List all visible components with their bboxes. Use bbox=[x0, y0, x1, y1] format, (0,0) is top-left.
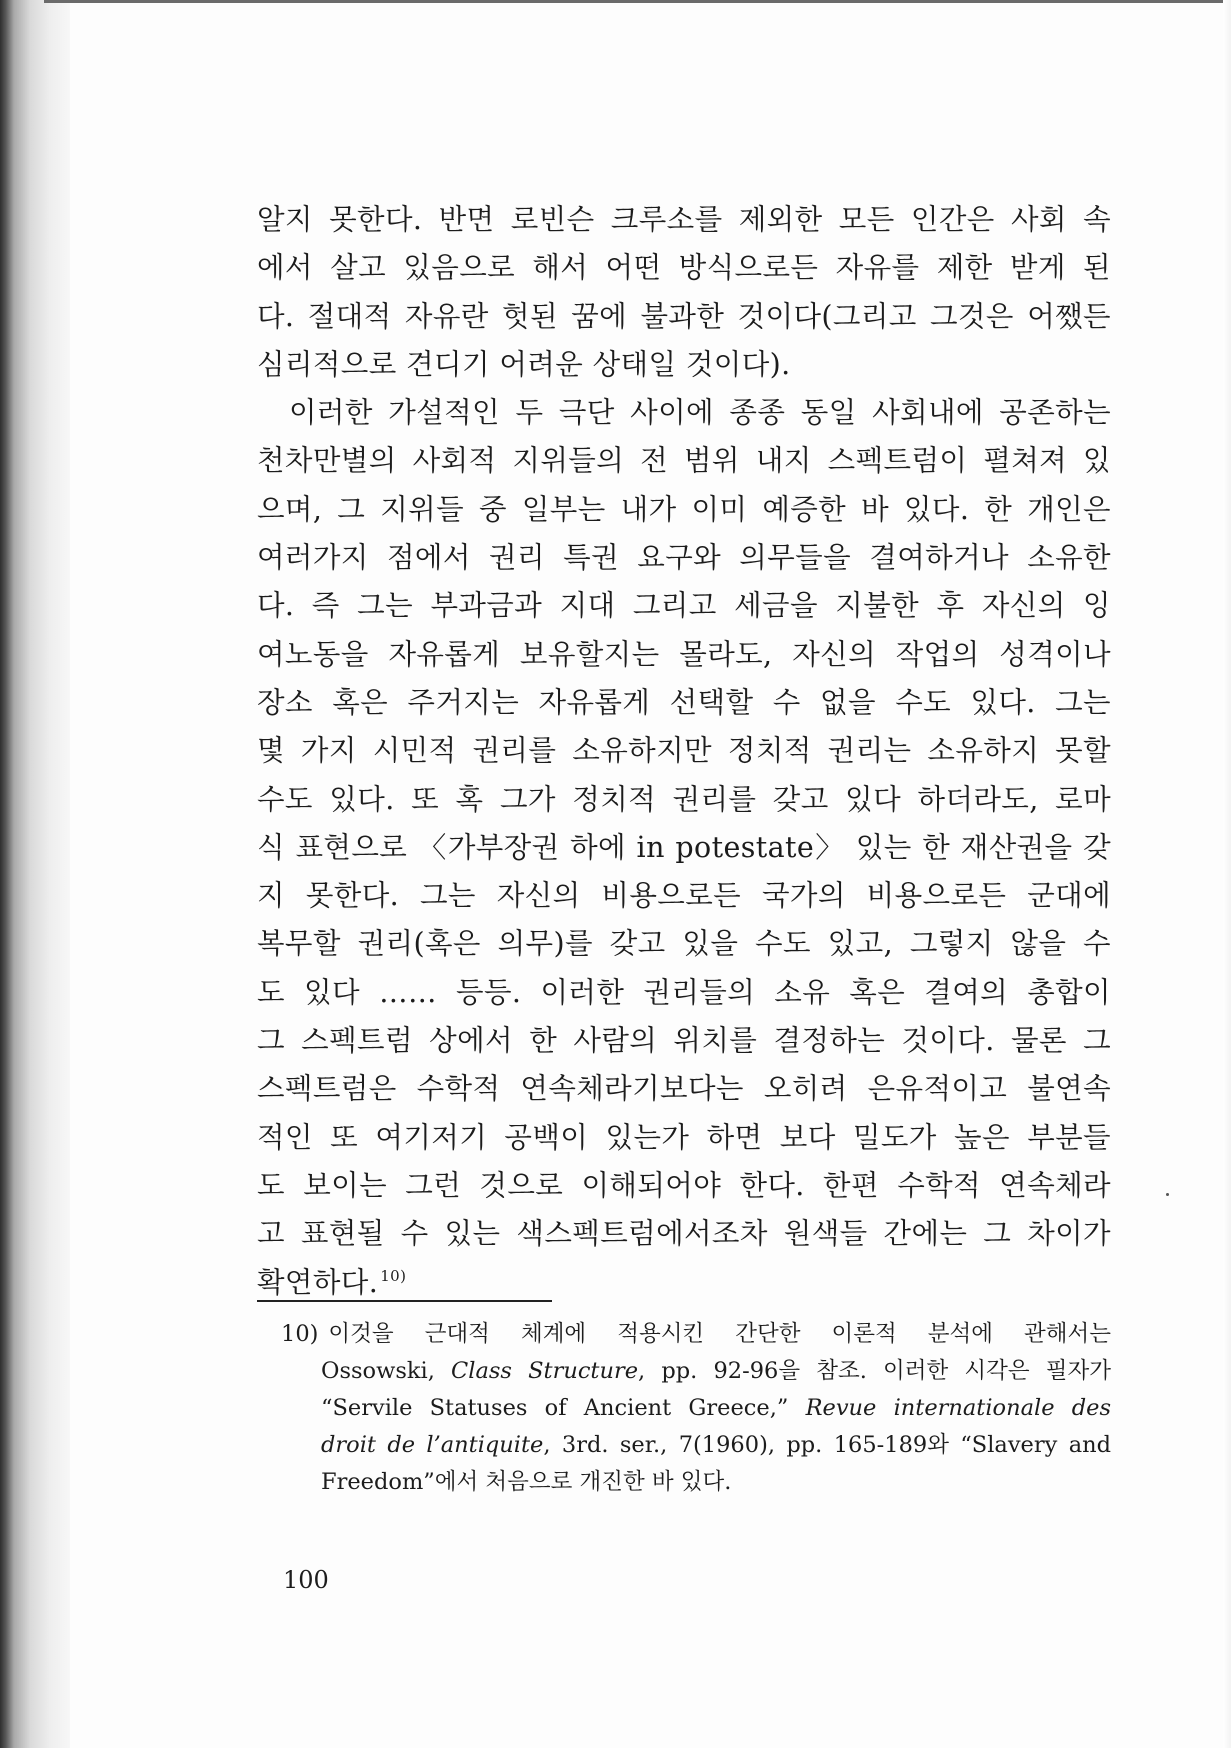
text-line: 으며, 그 지위들 중 일부는 내가 이미 예증한 바 있다. 한 개인은 bbox=[257, 492, 1111, 526]
page-number: 100 bbox=[283, 1566, 329, 1594]
footnote bbox=[257, 1316, 1111, 1501]
scan-speck bbox=[1166, 1193, 1169, 1196]
text-line: 스펙트럼은 수학적 연속체라기보다는 오히려 은유적이고 불연속 bbox=[257, 1072, 1111, 1106]
footnote-text: , 3rd. ser., 7(1960), pp. 165-189와 “Slavery and bbox=[543, 1432, 1112, 1458]
citation-journal: Revue internationale des bbox=[805, 1395, 1112, 1421]
text-line: 복무할 권리(혹은 의무)를 갖고 있을 수도 있고, 그렇지 않을 수 bbox=[257, 927, 1111, 961]
footnote-reference[interactable]: 10) bbox=[380, 1267, 407, 1286]
text-line: 수도 있다. 또 혹 그가 정치적 권리를 갖고 있다 하더라도, 로마 bbox=[257, 782, 1111, 816]
paragraph-first-line: 이러한 가설적인 두 극단 사이에 종종 동일 사회내에 공존하는 bbox=[289, 396, 1111, 430]
footnote-divider bbox=[257, 1300, 552, 1302]
text-line: 알지 못한다. 반면 로빈슨 크루소를 제외한 모든 인간은 사회 속 bbox=[257, 203, 1111, 236]
text-line: 심리적으로 견디기 어려운 상태일 것이다). bbox=[257, 347, 791, 381]
text-line: 몇 가지 시민적 권리를 소유하지만 정치적 권리는 소유하지 못할 bbox=[257, 734, 1111, 768]
text-line: 여러가지 점에서 권리 특권 요구와 의무들을 결여하거나 소유한 bbox=[257, 541, 1111, 575]
text-line: 천차만별의 사회적 지위들의 전 범위 내지 스펙트럼이 펼쳐져 있 bbox=[257, 444, 1111, 478]
text-line: 여노동을 자유롭게 보유할지는 몰라도, 자신의 작업의 성격이나 bbox=[257, 637, 1111, 671]
text-line: 고 표현될 수 있는 색스펙트럼에서조차 원색들 간에는 그 차이가 bbox=[257, 1217, 1111, 1251]
text-line: 에서 살고 있음으로 해서 어떤 방식으로든 자유를 제한 받게 된 bbox=[257, 251, 1111, 285]
footnote-line bbox=[257, 1427, 1111, 1464]
text-line: 다. 절대적 자유란 헛된 꿈에 불과한 것이다(그리고 그것은 어쨌든 bbox=[257, 299, 1111, 333]
footnote-line: Freedom”에서 처음으로 개진한 바 있다. bbox=[321, 1469, 732, 1495]
footnote-line bbox=[257, 1353, 1111, 1390]
footnote-text: , pp. 92-96을 참조. 이러한 시각은 필자가 bbox=[638, 1358, 1111, 1384]
text-line: 지 못한다. 그는 자신의 비용으로든 국가의 비용으로든 군대에 bbox=[257, 879, 1111, 913]
citation-title: Class Structure bbox=[451, 1358, 639, 1384]
text-line: 그 스펙트럼 상에서 한 사람의 위치를 결정하는 것이다. 물론 그 bbox=[257, 1024, 1111, 1058]
footnote-number: 10) bbox=[281, 1321, 319, 1347]
footnote-line bbox=[257, 1390, 1111, 1427]
text-line: 확연하다. bbox=[257, 1265, 379, 1299]
text-line: 다. 즉 그는 부과금과 지대 그리고 세금을 지불한 후 자신의 잉 bbox=[257, 589, 1111, 623]
text-line: 식 표현으로 〈가부장권 하에 in potestate〉 있는 한 재산권을 갖 bbox=[257, 830, 1111, 864]
footnote-line bbox=[257, 1316, 1111, 1353]
book-page-stack-edge bbox=[0, 0, 70, 1748]
footnote-text: Ossowski, bbox=[321, 1358, 452, 1384]
body-text bbox=[257, 196, 1111, 1307]
page-right-edge bbox=[1223, 0, 1231, 1748]
text-line: 도 보이는 그런 것으로 이해되어야 한다. 한편 수학적 연속체라 bbox=[257, 1168, 1111, 1202]
text-line: 도 있다 …… 등등. 이러한 권리들의 소유 혹은 결여의 총합이 bbox=[257, 975, 1111, 1009]
text-line: 장소 혹은 주거지는 자유롭게 선택할 수 없을 수도 있다. 그는 bbox=[257, 685, 1111, 719]
footnote-text: “Servile Statuses of Ancient Greece,” bbox=[321, 1395, 806, 1421]
citation-journal: droit de l’antiquite bbox=[321, 1432, 544, 1458]
footnote-text: 이것을 근대적 체계에 적용시킨 간단한 이론적 분석에 관해서는 bbox=[328, 1321, 1111, 1347]
text-line: 적인 또 여기저기 공백이 있는가 하면 보다 밀도가 높은 부분들 bbox=[257, 1120, 1111, 1154]
